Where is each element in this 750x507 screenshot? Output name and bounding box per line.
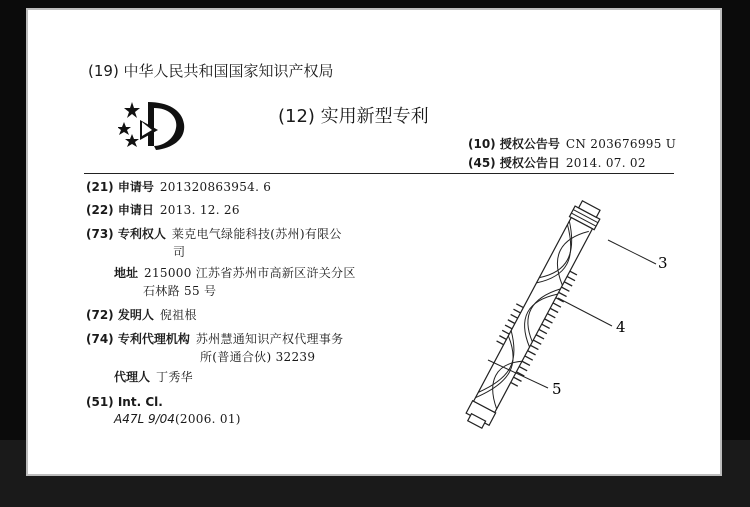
patent-page xyxy=(26,8,722,476)
application-number-value: 201320863954. 6 xyxy=(159,180,272,194)
application-number-label: (21) 申请号 xyxy=(86,180,154,194)
drawing-label-3: 3 xyxy=(658,254,668,272)
agency-value-line2: 所(普通合伙) 32239 xyxy=(200,350,316,364)
ipc-version: (2006. 01) xyxy=(174,412,241,426)
patentee-label: (73) 专利权人 xyxy=(86,227,166,241)
ipc-code: A47L 9/04 xyxy=(114,412,175,426)
ipc-row xyxy=(86,393,163,411)
patentee-value-line2: 司 xyxy=(173,245,186,259)
grant-number-value: CN 203676995 U xyxy=(565,137,677,151)
application-date-label: (22) 申请日 xyxy=(86,203,154,217)
grant-date-label: (45) 授权公告日 xyxy=(468,156,560,170)
drawing-label-5: 5 xyxy=(552,380,562,398)
address-label: 地址 xyxy=(114,266,139,280)
patentee-value-line1: 莱克电气绿能科技(苏州)有限公 xyxy=(171,227,342,241)
grant-number-row xyxy=(468,135,676,152)
inventor-row xyxy=(86,306,197,324)
address-value-line1: 215000 江苏省苏州市高新区浒关分区 xyxy=(144,266,356,280)
ipc-value-row xyxy=(114,410,241,428)
drawing-label-4: 4 xyxy=(616,318,626,336)
agent-row xyxy=(114,368,193,386)
inventor-label: (72) 发明人 xyxy=(86,308,154,322)
grant-date-value: 2014. 07. 02 xyxy=(565,156,646,170)
header-divider xyxy=(84,173,674,174)
grant-date-row xyxy=(468,154,646,171)
patentee-row xyxy=(86,225,342,243)
application-number-row xyxy=(86,178,271,196)
grant-number-label: (10) 授权公告号 xyxy=(468,137,560,151)
address-value-line2: 石林路 55 号 xyxy=(143,284,217,298)
application-date-value: 2013. 12. 26 xyxy=(159,203,240,217)
agency-label: (74) 专利代理机构 xyxy=(86,332,190,346)
address-row xyxy=(114,264,356,282)
agency-value-line1: 苏州慧通知识产权代理事务 xyxy=(195,332,344,346)
agent-value: 丁秀华 xyxy=(156,370,193,384)
roller-brush-drawing xyxy=(408,200,658,430)
ipc-label: (51) Int. Cl. xyxy=(86,395,163,409)
inventor-value: 倪祖根 xyxy=(159,308,197,322)
agent-label: 代理人 xyxy=(114,370,151,384)
cnipa-logo-icon xyxy=(118,100,190,150)
issuing-office: (19) 中华人民共和国国家知识产权局 xyxy=(88,62,334,80)
agency-row xyxy=(86,330,343,348)
application-date-row xyxy=(86,201,240,219)
patent-type: (12) 实用新型专利 xyxy=(278,106,429,127)
